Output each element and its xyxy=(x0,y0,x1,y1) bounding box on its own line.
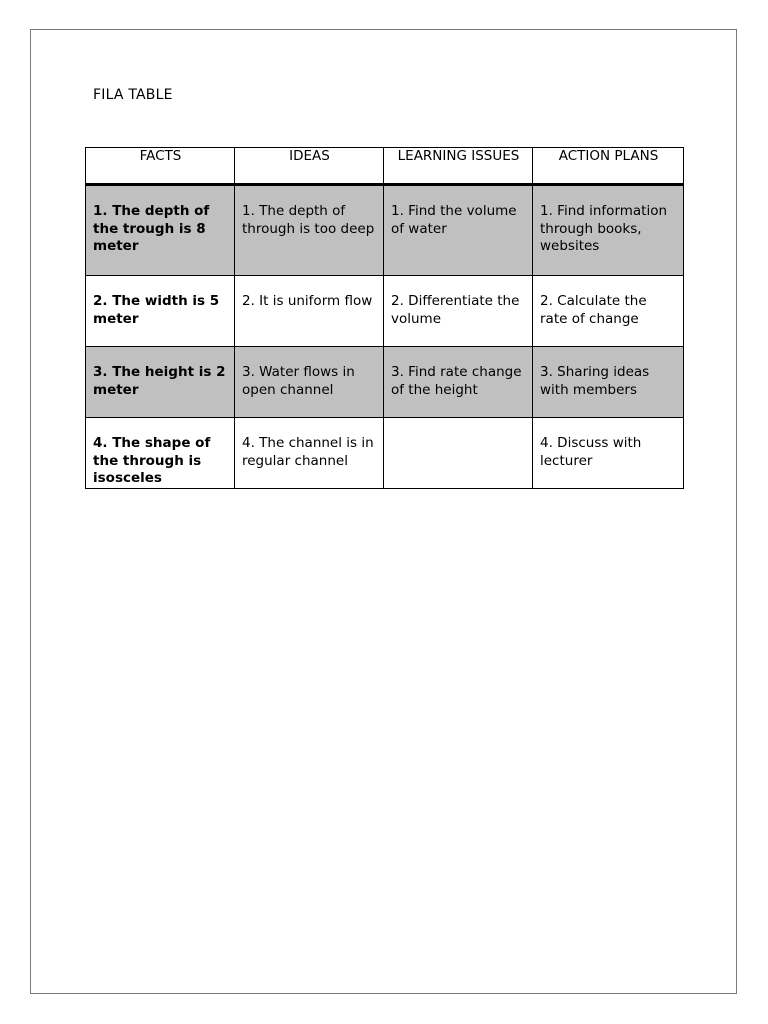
cell-action-plans: 2. Calculate the rate of change xyxy=(533,276,684,347)
cell-facts: 2. The width is 5 meter xyxy=(86,276,235,347)
header-ideas: IDEAS xyxy=(235,148,384,185)
cell-ideas: 1. The depth of through is too deep xyxy=(235,185,384,276)
cell-learning-issues: 3. Find rate change of the height xyxy=(384,347,533,418)
table-row xyxy=(86,185,684,276)
header-facts: FACTS xyxy=(86,148,235,185)
cell-ideas: 3. Water flows in open channel xyxy=(235,347,384,418)
table-header-row xyxy=(86,148,684,185)
table-row xyxy=(86,418,684,489)
cell-action-plans: 4. Discuss with lecturer xyxy=(533,418,684,489)
cell-learning-issues xyxy=(384,418,533,489)
header-action-plans: ACTION PLANS xyxy=(533,148,684,185)
cell-facts: 3. The height is 2 meter xyxy=(86,347,235,418)
table-row xyxy=(86,276,684,347)
table-row xyxy=(86,347,684,418)
cell-facts: 4. The shape of the through is isosceles xyxy=(86,418,235,489)
cell-learning-issues: 1. Find the volume of water xyxy=(384,185,533,276)
cell-action-plans: 3. Sharing ideas with members xyxy=(533,347,684,418)
document-title: FILA TABLE xyxy=(93,87,173,103)
cell-ideas: 2. It is uniform flow xyxy=(235,276,384,347)
cell-action-plans: 1. Find information through books, websites xyxy=(533,185,684,276)
fila-table xyxy=(85,147,684,489)
cell-ideas: 4. The channel is in regular channel xyxy=(235,418,384,489)
cell-facts: 1. The depth of the trough is 8 meter xyxy=(86,185,235,276)
cell-learning-issues: 2. Differentiate the volume xyxy=(384,276,533,347)
header-learning-issues: LEARNING ISSUES xyxy=(384,148,533,185)
